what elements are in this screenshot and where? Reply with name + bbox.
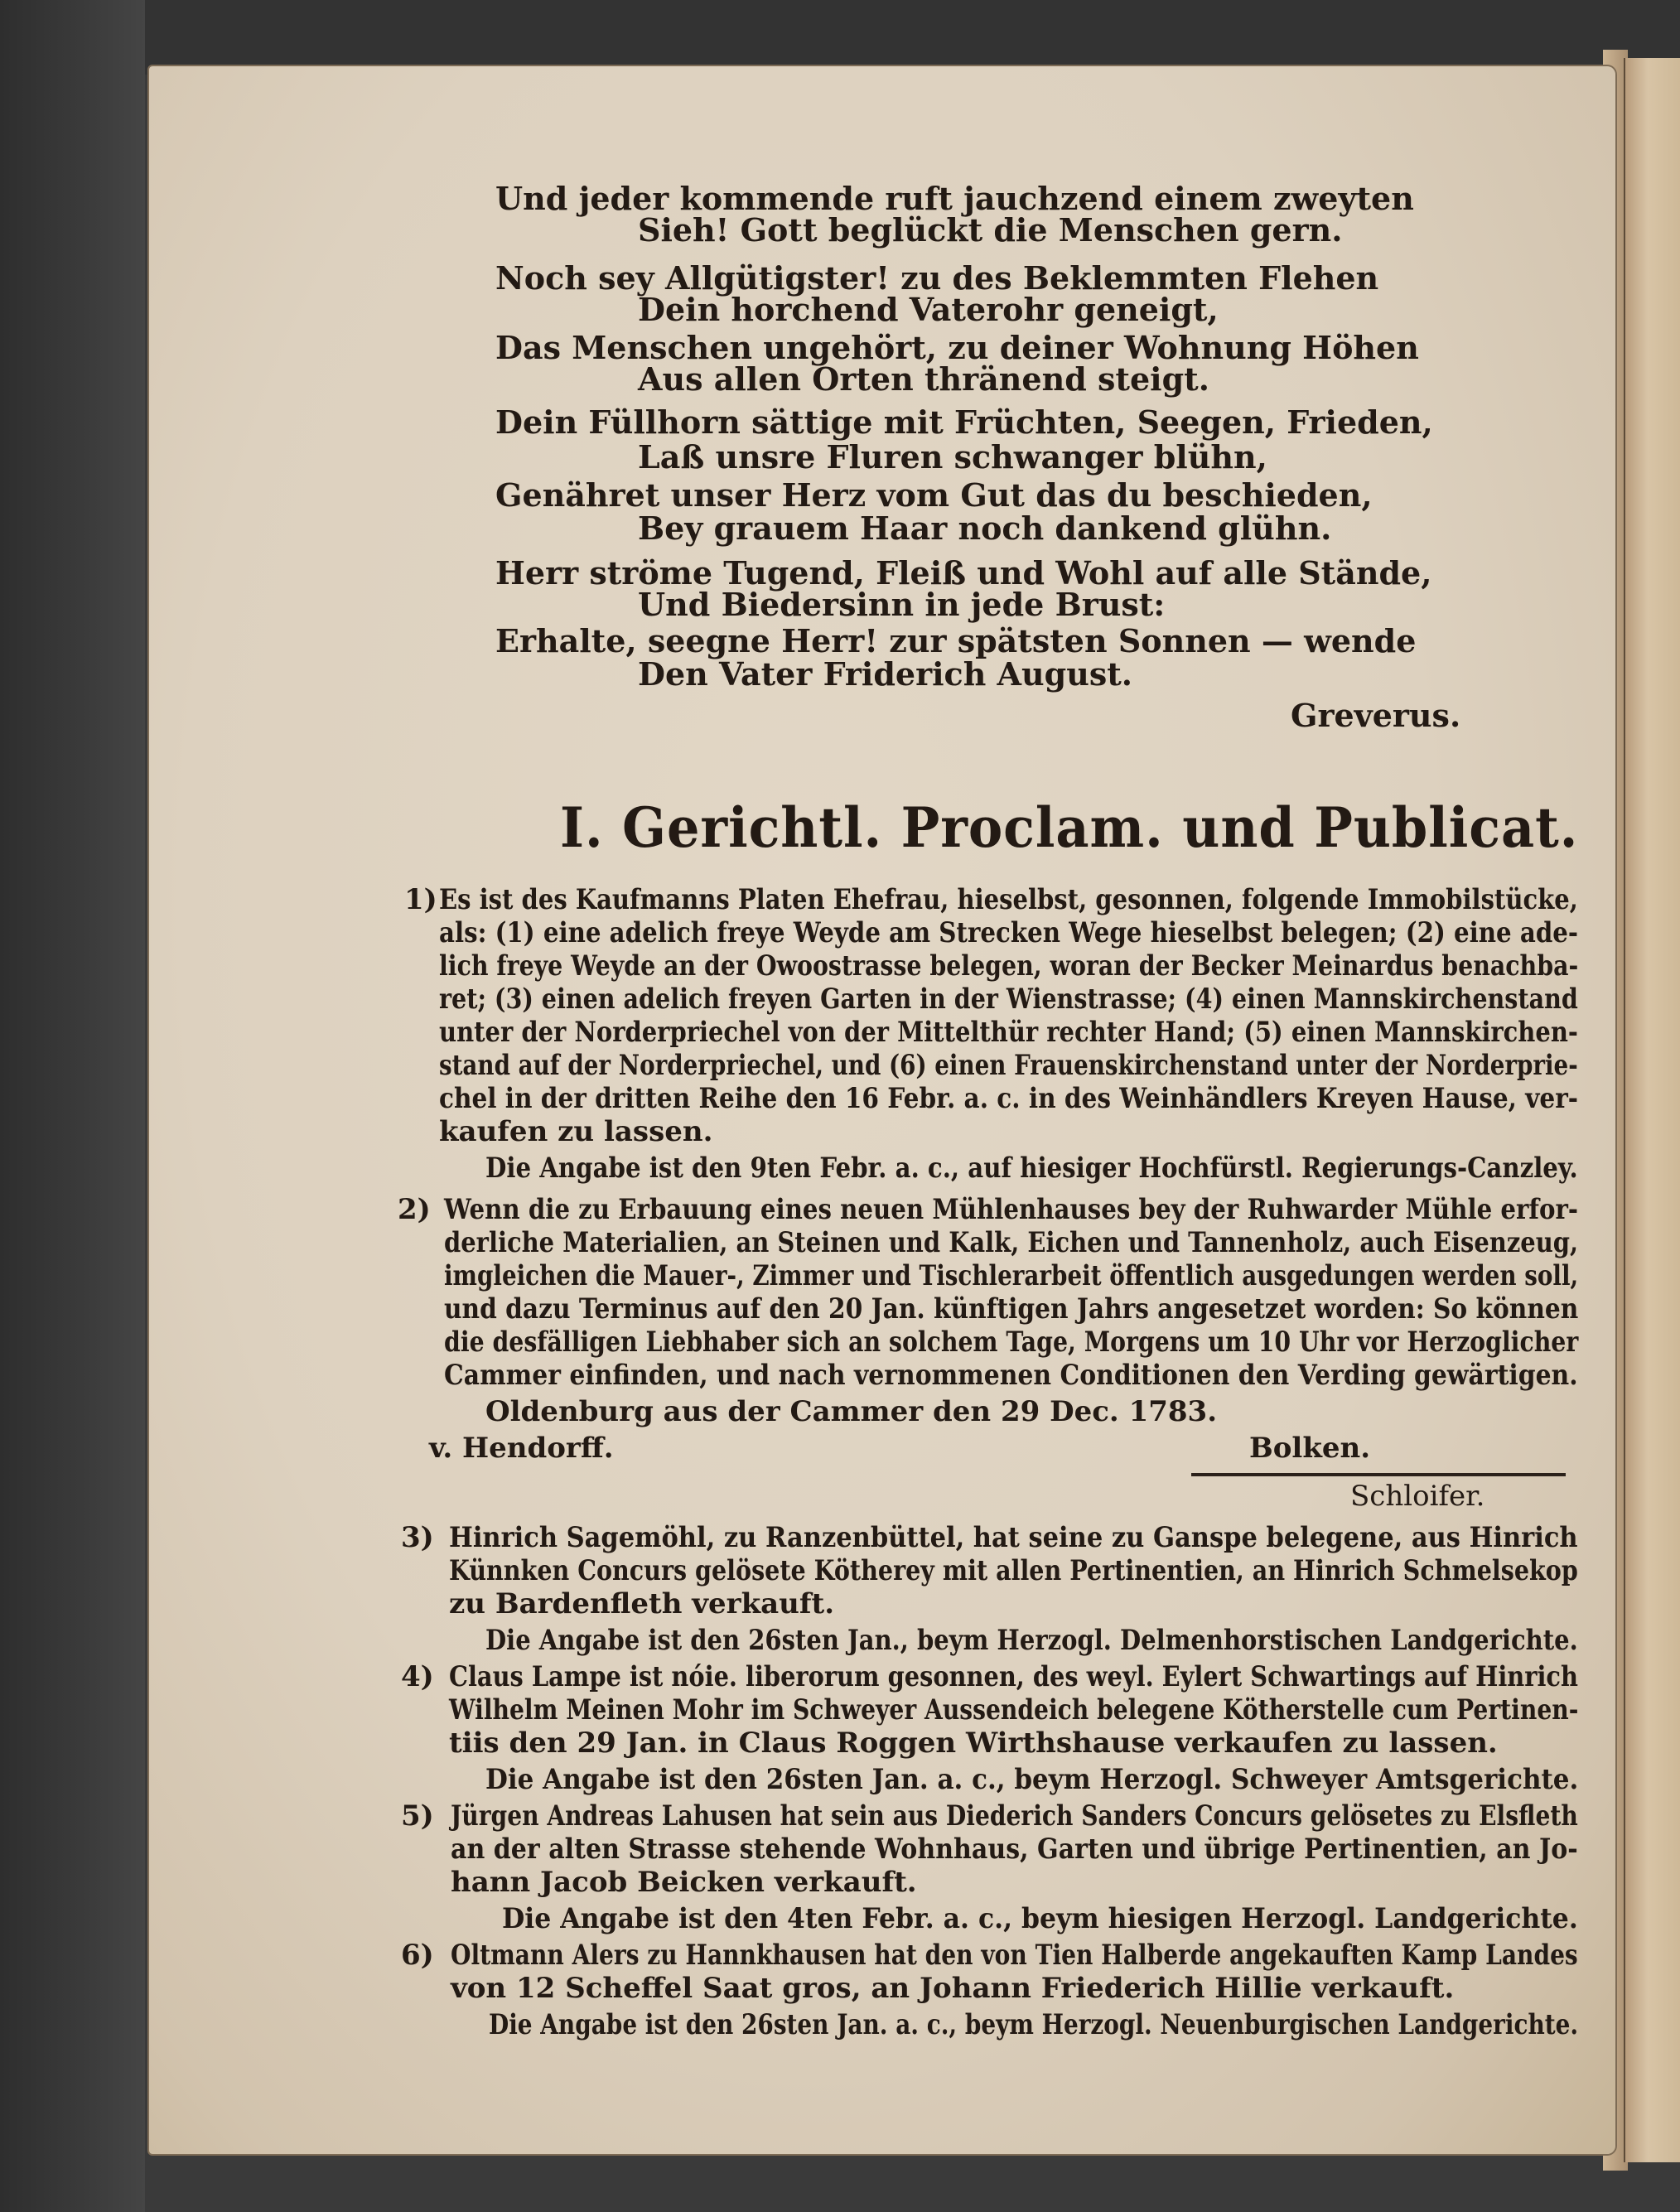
notice-line: Jürgen Andreas Lahusen hat sein aus Diederich Sanders Concurs gelösetes zu Elsfleth [451, 1799, 1578, 1833]
notice-line: hann Jacob Beicken verkauft. [451, 1866, 917, 1899]
notice-line: chel in der dritten Reihe den 16 Febr. a. c. in des Weinhändlers Kreyen Hause, ver- [439, 1082, 1579, 1115]
notice-line: von 12 Scheffel Saat gros, an Johann Friederich Hillie verkauft. [451, 1972, 1455, 2005]
notice-line: kaufen zu lassen. [439, 1115, 713, 1148]
scan-background-left [0, 0, 145, 2212]
notice-line: lich freye Weyde an der Owoostrasse belegen, woran der Becker Meinardus benachba- [439, 949, 1579, 983]
scan-background-top [0, 0, 1680, 75]
notice-number: 5) [401, 1799, 434, 1833]
notice-angabe: Die Angabe ist den 4ten Febr. a. c., beym hiesigen Herzogl. Landgerichte. [502, 1902, 1578, 1935]
signature: Schloifer. [1350, 1480, 1485, 1513]
section-heading: I. Gerichtl. Proclam. und Publicat. [560, 795, 1579, 860]
poem-line: Bey grauem Haar noch dankend glühn. [638, 510, 1332, 547]
notice-line: und dazu Terminus auf den 20 Jan. künftigen Jahrs angesetzet worden: So können [444, 1292, 1579, 1326]
notice-angabe: Die Angabe ist den 9ten Febr. a. c., auf hiesiger Hochfürstl. Regierungs-Canzley. [485, 1152, 1578, 1185]
poem-line: Erhalte, seegne Herr! zur spätsten Sonnen — wende [495, 622, 1417, 659]
poem-line: Aus allen Orten thränend steigt. [638, 360, 1209, 398]
notice-angabe: Die Angabe ist den 26sten Jan. a. c., beym Herzogl. Neuenburgischen Landgerichte. [489, 2008, 1579, 2041]
signature-rule [1191, 1473, 1566, 1476]
notice-line: tiis den 29 Jan. in Claus Roggen Wirthshause verkaufen zu lassen. [449, 1727, 1498, 1760]
notice-line: stand auf der Norderpriechel, und (6) einen Frauenskirchenstand unter der Norderprie- [439, 1049, 1578, 1082]
poem-line: Dein horchend Vaterohr geneigt, [638, 291, 1219, 328]
poem-line: Genähret unser Herz vom Gut das du beschieden, [495, 476, 1373, 514]
notice-number: 6) [401, 1939, 434, 1972]
notice-line: die desfälligen Liebhaber sich an solchem Tage, Morgens um 10 Uhr vor Herzoglicher [444, 1326, 1579, 1359]
poem-line: Dein Füllhorn sättige mit Früchten, Seegen, Frieden, [495, 403, 1433, 441]
notice-number: 2) [398, 1193, 431, 1226]
notice-line: Wenn die zu Erbauung eines neuen Mühlenhauses bey der Ruhwarder Mühle erfor- [444, 1193, 1579, 1226]
poem-line: Laß unsre Fluren schwanger blühn, [638, 438, 1267, 476]
notice-angabe: Die Angabe ist den 26sten Jan. a. c., beym Herzogl. Schweyer Amtsgerichte. [485, 1763, 1579, 1796]
poem-line: Und Biedersinn in jede Brust: [638, 586, 1166, 623]
notice-place-date: Oldenburg aus der Cammer den 29 Dec. 1783. [485, 1395, 1218, 1428]
notice-line: Es ist des Kaufmanns Platen Ehefrau, hieselbst, gesonnen, folgende Immobilstücke, [439, 883, 1578, 916]
notice-line: ret; (3) einen adelich freyen Garten in der Wienstrasse; (4) einen Mannskirchenstand [439, 983, 1578, 1016]
notice-number: 3) [401, 1521, 434, 1554]
notice-line: unter der Norderpriechel von der Mittelthür rechter Hand; (5) einen Mannskirchen- [439, 1016, 1578, 1049]
notice-line: als: (1) eine adelich freye Weyde am Strecken Wege hieselbst belegen; (2) eine ade- [439, 916, 1579, 949]
adjacent-page-edge [1624, 58, 1680, 2162]
poem-author: Greverus. [1291, 697, 1461, 734]
poem-line: Das Menschen ungehört, zu deiner Wohnung Höhen [495, 329, 1419, 366]
notice-number: 1) [404, 883, 437, 916]
signature: v. Hendorff. [429, 1432, 614, 1465]
poem-line: Noch sey Allgütigster! zu des Beklemmten Flehen [495, 259, 1379, 297]
notice-number: 4) [401, 1660, 434, 1693]
poem-line: Und jeder kommende ruft jauchzend einem zweyten [495, 180, 1414, 217]
notice-angabe: Die Angabe ist den 26sten Jan., beym Herzogl. Delmenhorstischen Landgerichte. [485, 1624, 1578, 1657]
notice-line: Cammer einfinden, und nach vernommenen Conditionen den Verding gewärtigen. [444, 1359, 1578, 1392]
poem-line: Herr ströme Tugend, Fleiß und Wohl auf alle Stände, [495, 554, 1432, 592]
notice-line: Hinrich Sagemöhl, zu Ranzenbüttel, hat seine zu Ganspe belegene, aus Hinrich [449, 1521, 1578, 1554]
notice-line: zu Bardenfleth verkauft. [449, 1587, 835, 1620]
notice-line: Wilhelm Meinen Mohr im Schweyer Aussendeich belegene Kötherstelle cum Pertinen- [449, 1693, 1579, 1727]
notice-line: imgleichen die Mauer-, Zimmer und Tischlerarbeit öffentlich ausgedungen werden soll, [444, 1259, 1579, 1292]
notice-line: an der alten Strasse stehende Wohnhaus, Garten und übrige Pertinentien, an Jo- [451, 1833, 1578, 1866]
signature: Bolken. [1249, 1432, 1371, 1465]
notice-line: Claus Lampe ist nóie. liberorum gesonnen, des weyl. Eylert Schwartings auf Hinrich [449, 1660, 1578, 1693]
poem-line: Den Vater Friderich August. [638, 655, 1133, 693]
notice-line: Oltmann Alers zu Hannkhausen hat den von Tien Halberde angekauften Kamp Landes [451, 1939, 1578, 1972]
poem-line: Sieh! Gott beglückt die Menschen gern. [638, 211, 1343, 249]
notice-line: derliche Materialien, an Steinen und Kalk, Eichen und Tannenholz, auch Eisenzeug, [444, 1226, 1579, 1259]
notice-line: Künnken Concurs gelösete Kötherey mit allen Pertinentien, an Hinrich Schmelsekop [449, 1554, 1578, 1587]
